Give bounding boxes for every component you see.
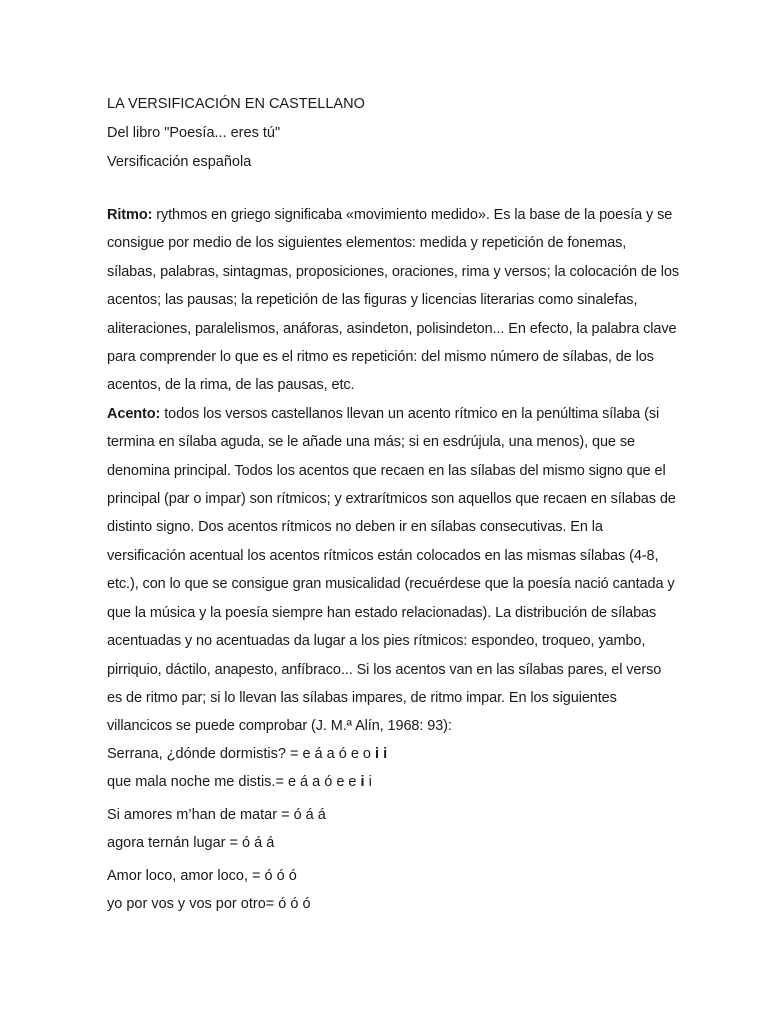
verse-stress: i i xyxy=(375,746,388,762)
ritmo-term: Ritmo: xyxy=(107,207,153,223)
ritmo-paragraph xyxy=(107,201,679,400)
verse-examples xyxy=(107,741,679,924)
verse-group-serrana xyxy=(107,741,679,796)
verse-tail: i xyxy=(364,773,372,790)
section-heading: Versificación española xyxy=(107,154,252,170)
document-header xyxy=(107,90,687,177)
acento-term: Acento: xyxy=(107,405,161,422)
verse-text: que mala noche me distis.= e á a ó e e xyxy=(107,773,361,790)
verse-text: Serrana, ¿dónde dormistis? = e á a ó e o xyxy=(107,746,376,762)
verse-line: Si amores m’han de matar = ó á á xyxy=(107,807,326,823)
document-title: LA VERSIFICACIÓN EN CASTELLANO xyxy=(107,96,365,112)
verse-group-amor-loco xyxy=(107,863,679,918)
verse-line: yo por vos y vos por otro= ó ó ó xyxy=(107,895,311,912)
acento-paragraph xyxy=(107,400,679,741)
verse-stress: i xyxy=(360,773,365,790)
ritmo-text: rythmos en griego significaba «movimiento medido». Es la base de la poesía y se consigue por medio de los siguientes elementos: medida y repetición de fonemas, sílabas, palabras, sintagmas, proposiciones, oraciones, rima y versos; la colocación de los acentos; las pausas; la repetición de las figuras y licencias literarias como sinalefas, aliteraciones, paralelismos, anáforas, asindeton, polisindeton... En efecto, la palabra clave para comprender lo que es el ritmo es repetición: del mismo número de sílabas, de los acentos, de la rima, de las pausas, etc. xyxy=(107,207,679,394)
verse-line: agora ternán lugar = ó á á xyxy=(107,834,275,851)
verse-line: Amor loco, amor loco, = ó ó ó xyxy=(107,868,297,884)
acento-text: todos los versos castellanos llevan un acento rítmico en la penúltima sílaba (si termina en sílaba aguda, se le añade una más; si en esdrújula, una menos), que se denomina principal. Todos los acentos que recaen en las sílabas del mismo signo que el principal (par o impar) son rítmicos; y extrarítmicos son aquellos que recaen en sílabas de distinto signo. Dos acentos rítmicos no deben ir en sílabas consecutivas. En la versificación acentual los acentos rítmicos están colocados en las mismas sílabas (4-8, etc.), con lo que se consigue gran musicalidad (recuérdese que la poesía nació cantada y que la música y la poesía siempre han estado relacionadas). La distribución de sílabas acentuadas y no acentuadas da lugar a los pies rítmicos: espondeo, troqueo, yambo, pirriquio, dáctilo, anapesto, anfíbraco... Si los acentos van en las sílabas pares, el verso es de ritmo par; si lo llevan las sílabas impares, de ritmo impar. En los siguientes villancicos se puede comprobar (J. M.ª Alín, 1968: 93): xyxy=(107,405,676,735)
verse-group-amores xyxy=(107,802,679,857)
verse-line xyxy=(107,741,679,769)
verse-line xyxy=(107,769,679,797)
body-text xyxy=(107,201,679,741)
document-subtitle: Del libro "Poesía... eres tú" xyxy=(107,125,281,141)
